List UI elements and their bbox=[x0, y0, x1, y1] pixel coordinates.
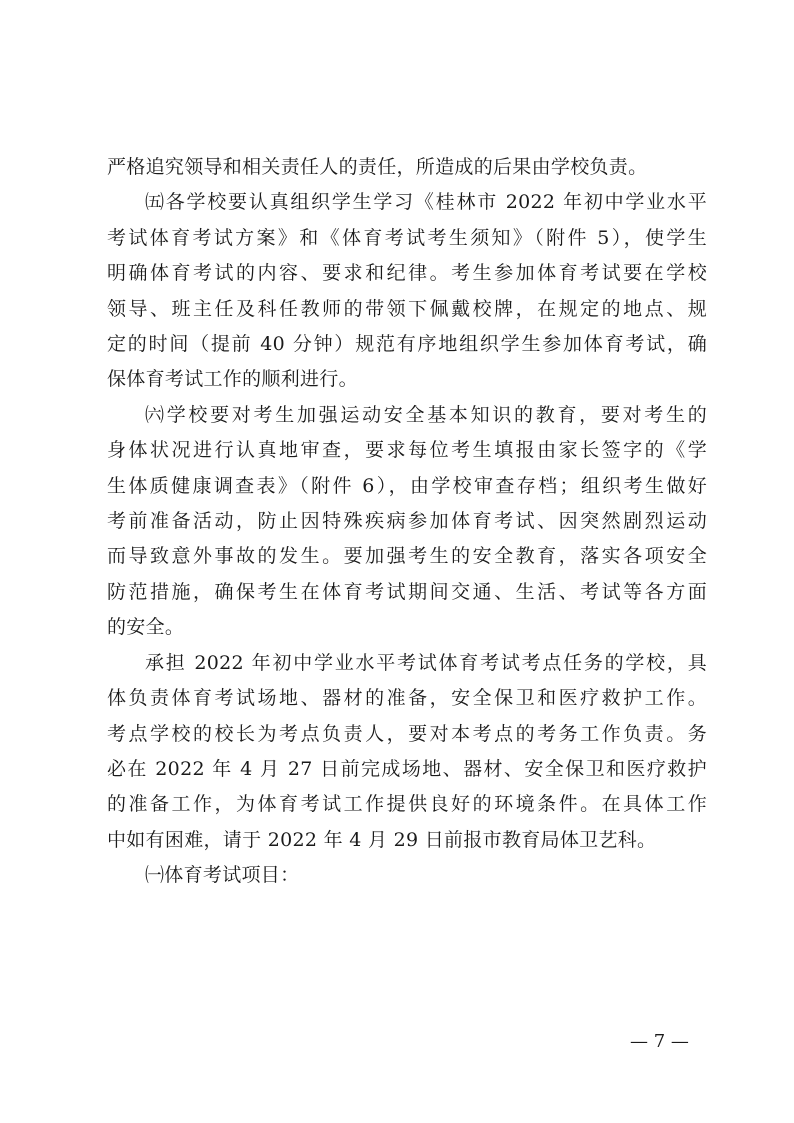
text-line: 体负责体育考试场地、器材的准备，安全保卫和医疗救护工作。 bbox=[107, 687, 707, 710]
text-line: 定的时间（提前 40 分钟）规范有序地组织学生参加体育考试，确 bbox=[107, 333, 707, 356]
text-line: 考点学校的校长为考点负责人，要对本考点的考务工作负责。务 bbox=[107, 722, 707, 745]
paragraph-item-6 bbox=[107, 398, 707, 646]
text-line: 的准备工作，为体育考试工作提供良好的环境条件。在具体工作 bbox=[107, 793, 707, 816]
text-line: 保体育考试工作的顺利进行。 bbox=[107, 368, 358, 391]
text-line: 领导、班主任及科任教师的带领下佩戴校牌，在规定的地点、规 bbox=[107, 297, 707, 320]
text-line: 承担 2022 年初中学业水平考试体育考试考点任务的学校，具 bbox=[145, 651, 707, 674]
text-line: 防范措施，确保考生在体育考试期间交通、生活、考试等各方面 bbox=[107, 580, 707, 603]
paragraph-item-5 bbox=[107, 185, 707, 397]
text-line: 考前准备活动，防止因特殊疾病参加体育考试、因突然剧烈运动 bbox=[107, 510, 707, 533]
text-line: 中如有困难，请于 2022 年 4 月 29 日前报市教育局体卫艺科。 bbox=[107, 828, 657, 851]
text-line: 生体质健康调查表》（附件 6），由学校审查存档；组织考生做好 bbox=[107, 474, 707, 497]
text-line: ㈥学校要对考生加强运动安全基本知识的教育，要对考生的 bbox=[145, 403, 707, 426]
text-line: 而导致意外事故的发生。要加强考生的安全教育，落实各项安全 bbox=[107, 545, 707, 568]
text-line: 考试体育考试方案》和《体育考试考生须知》（附件 5），使学生 bbox=[107, 226, 707, 249]
paragraph-exam-site-requirements bbox=[107, 646, 707, 858]
page-number: — 7 — bbox=[630, 1031, 689, 1052]
paragraph-accountability bbox=[107, 150, 707, 185]
document-body bbox=[107, 150, 707, 894]
text-line: 的安全。 bbox=[107, 616, 185, 639]
text-line: ㈠体育考试项目： bbox=[145, 864, 300, 887]
text-line: 身体状况进行认真地审查，要求每位考生填报由家长签字的《学 bbox=[107, 439, 707, 462]
paragraph-sub-item-1 bbox=[107, 858, 707, 893]
text-line: 必在 2022 年 4 月 27 日前完成场地、器材、安全保卫和医疗救护 bbox=[107, 757, 707, 780]
text-line: 严格追究领导和相关责任人的责任，所造成的后果由学校负责。 bbox=[107, 156, 648, 178]
text-line: 明确体育考试的内容、要求和纪律。考生参加体育考试要在学校 bbox=[107, 262, 707, 285]
text-line: ㈤各学校要认真组织学生学习《桂林市 2022 年初中学业水平 bbox=[145, 191, 707, 214]
